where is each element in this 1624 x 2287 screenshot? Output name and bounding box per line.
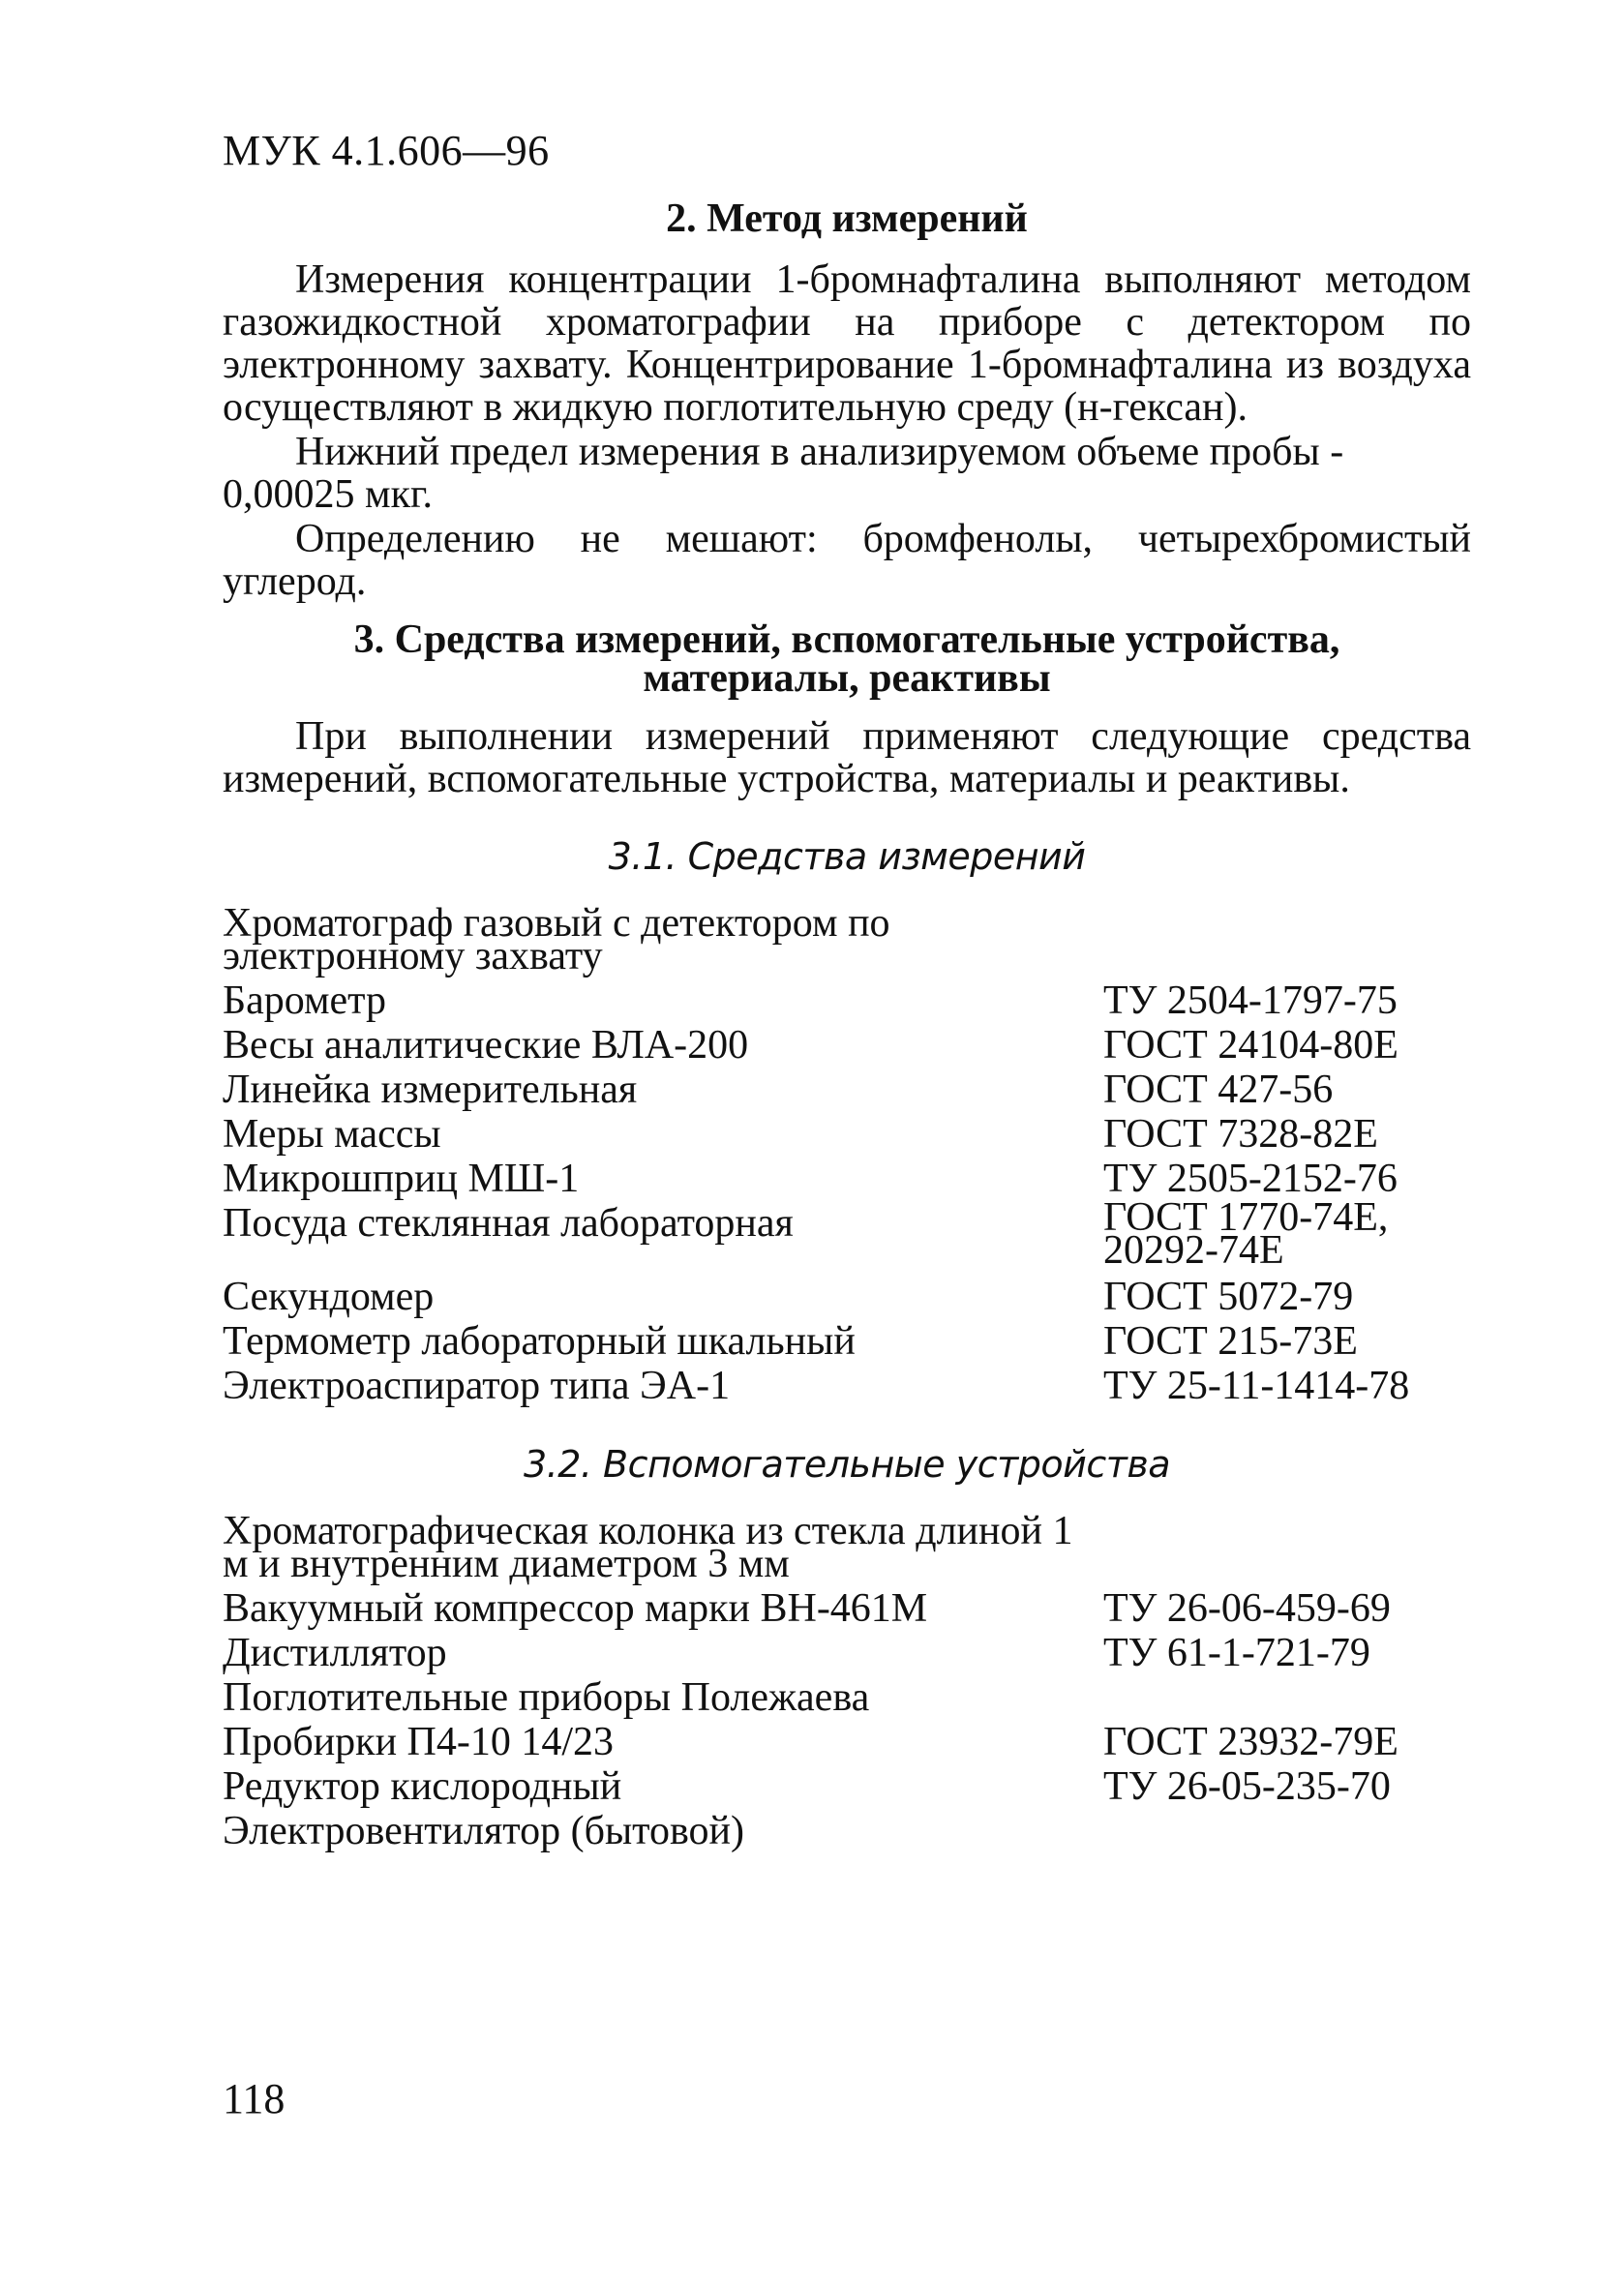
- item-name: Хроматографическая колонка из стекла длиной 1 м и внутренним диаметром 3 мм: [223, 1509, 1073, 1586]
- item-name: Хроматограф газовый с детектором по электронному захвату: [223, 901, 890, 978]
- section-2-title: 2. Метод измерений: [666, 196, 1028, 241]
- list-item: [223, 1586, 1471, 1631]
- item-standard: ГОСТ 5072-79: [1103, 1275, 1354, 1319]
- item-standard: ГОСТ 215-73Е: [1103, 1319, 1358, 1364]
- page-number: 118: [223, 2075, 286, 2122]
- item-name: Барометр: [223, 978, 387, 1023]
- item-name: Микрошприц МШ-1: [223, 1157, 580, 1201]
- list-item: [223, 1631, 1471, 1675]
- measurement-instruments-list: [223, 901, 1471, 1408]
- item-name: Редуктор кислородный: [223, 1764, 622, 1809]
- item-name: Электроаспиратор типа ЭА-1: [223, 1364, 731, 1408]
- section-2-paragraph-1: Измерения концентрации 1-бромнафталина выполняют методом газожидкостной хроматографии на приборе с детектором по электронному захвату. Концентрирование 1-бромнафталина из воздуха осуществляют в жидкую поглотительную среду (н-гексан).: [223, 257, 1471, 430]
- list-item: [223, 1809, 1471, 1853]
- item-standard: ГОСТ 1770-74Е, 20292-74Е: [1103, 1195, 1389, 1273]
- item-name: Электровентилятор (бытовой): [223, 1809, 744, 1853]
- item-standard: ГОСТ 23932-79Е: [1103, 1720, 1398, 1764]
- list-item: [223, 1068, 1471, 1112]
- item-name: Секундомер: [223, 1275, 435, 1319]
- item-standard: ТУ 26-05-235-70: [1103, 1764, 1391, 1809]
- section-3-title-line-2: материалы, реактивы: [643, 656, 1051, 701]
- item-name: Дистиллятор: [223, 1631, 447, 1675]
- list-item: [223, 1720, 1471, 1764]
- document-page: [223, 126, 1471, 1853]
- item-name: Вакуумный компрессор марки ВН-461М: [223, 1586, 928, 1631]
- item-name: Линейка измерительная: [223, 1068, 638, 1112]
- item-name: Поглотительные приборы Полежаева: [223, 1675, 870, 1720]
- item-standard: [1103, 1809, 1471, 1853]
- list-item: [223, 1112, 1471, 1157]
- list-item: [223, 1675, 1471, 1720]
- section-2-paragraph-3: Определению не мешают: бромфенолы, четырехбромистый углерод.: [223, 517, 1471, 604]
- list-item: [223, 978, 1471, 1023]
- auxiliary-devices-list: [223, 1509, 1471, 1853]
- item-standard: ГОСТ 7328-82Е: [1103, 1112, 1378, 1157]
- section-3-title-line-1: 3. Средства измерений, вспомогательные устройства,: [353, 617, 1340, 662]
- item-standard: ТУ 25-11-1414-78: [1103, 1364, 1410, 1408]
- item-standard: ТУ 61-1-721-79: [1103, 1631, 1370, 1675]
- item-standard: ГОСТ 427-56: [1103, 1068, 1334, 1112]
- section-2-paragraph-2: Нижний предел измерения в анализируемом объеме пробы - 0,00025 мкг.: [223, 430, 1344, 517]
- list-item: [223, 1364, 1471, 1408]
- item-name: Меры массы: [223, 1112, 441, 1157]
- item-standard: [1094, 1515, 1471, 1580]
- item-name: Весы аналитические ВЛА-200: [223, 1023, 749, 1068]
- list-item: [223, 1509, 1471, 1586]
- item-standard: ТУ 2505-2152-76: [1103, 1157, 1398, 1201]
- item-name: Пробирки П4-10 14/23: [223, 1720, 615, 1764]
- section-3-intro: При выполнении измерений применяют следующие средства измерений, вспомогательные устройства, материалы и реактивы.: [223, 714, 1471, 801]
- item-name: Термометр лабораторный шкальный: [223, 1319, 856, 1364]
- list-item: [223, 1764, 1471, 1809]
- section-3-title: [223, 617, 1471, 701]
- document-code: МУК 4.1.606—96: [223, 127, 550, 174]
- subsection-3-1-title: 3.1. Средства измерений: [608, 835, 1086, 878]
- item-name: Посуда стеклянная лабораторная: [223, 1201, 794, 1246]
- subsection-3-2-title: 3.2. Вспомогательные устройства: [523, 1443, 1171, 1486]
- list-item: [223, 1195, 1471, 1273]
- item-standard: ТУ 2504-1797-75: [1103, 978, 1398, 1023]
- item-standard: ТУ 26-06-459-69: [1103, 1586, 1391, 1631]
- item-standard: [977, 907, 1471, 973]
- list-item: [223, 1023, 1471, 1068]
- item-standard: [1103, 1675, 1471, 1720]
- item-standard: ГОСТ 24104-80Е: [1103, 1023, 1398, 1068]
- list-item: [223, 1319, 1471, 1364]
- list-item: [223, 901, 1471, 978]
- list-item: [223, 1275, 1471, 1319]
